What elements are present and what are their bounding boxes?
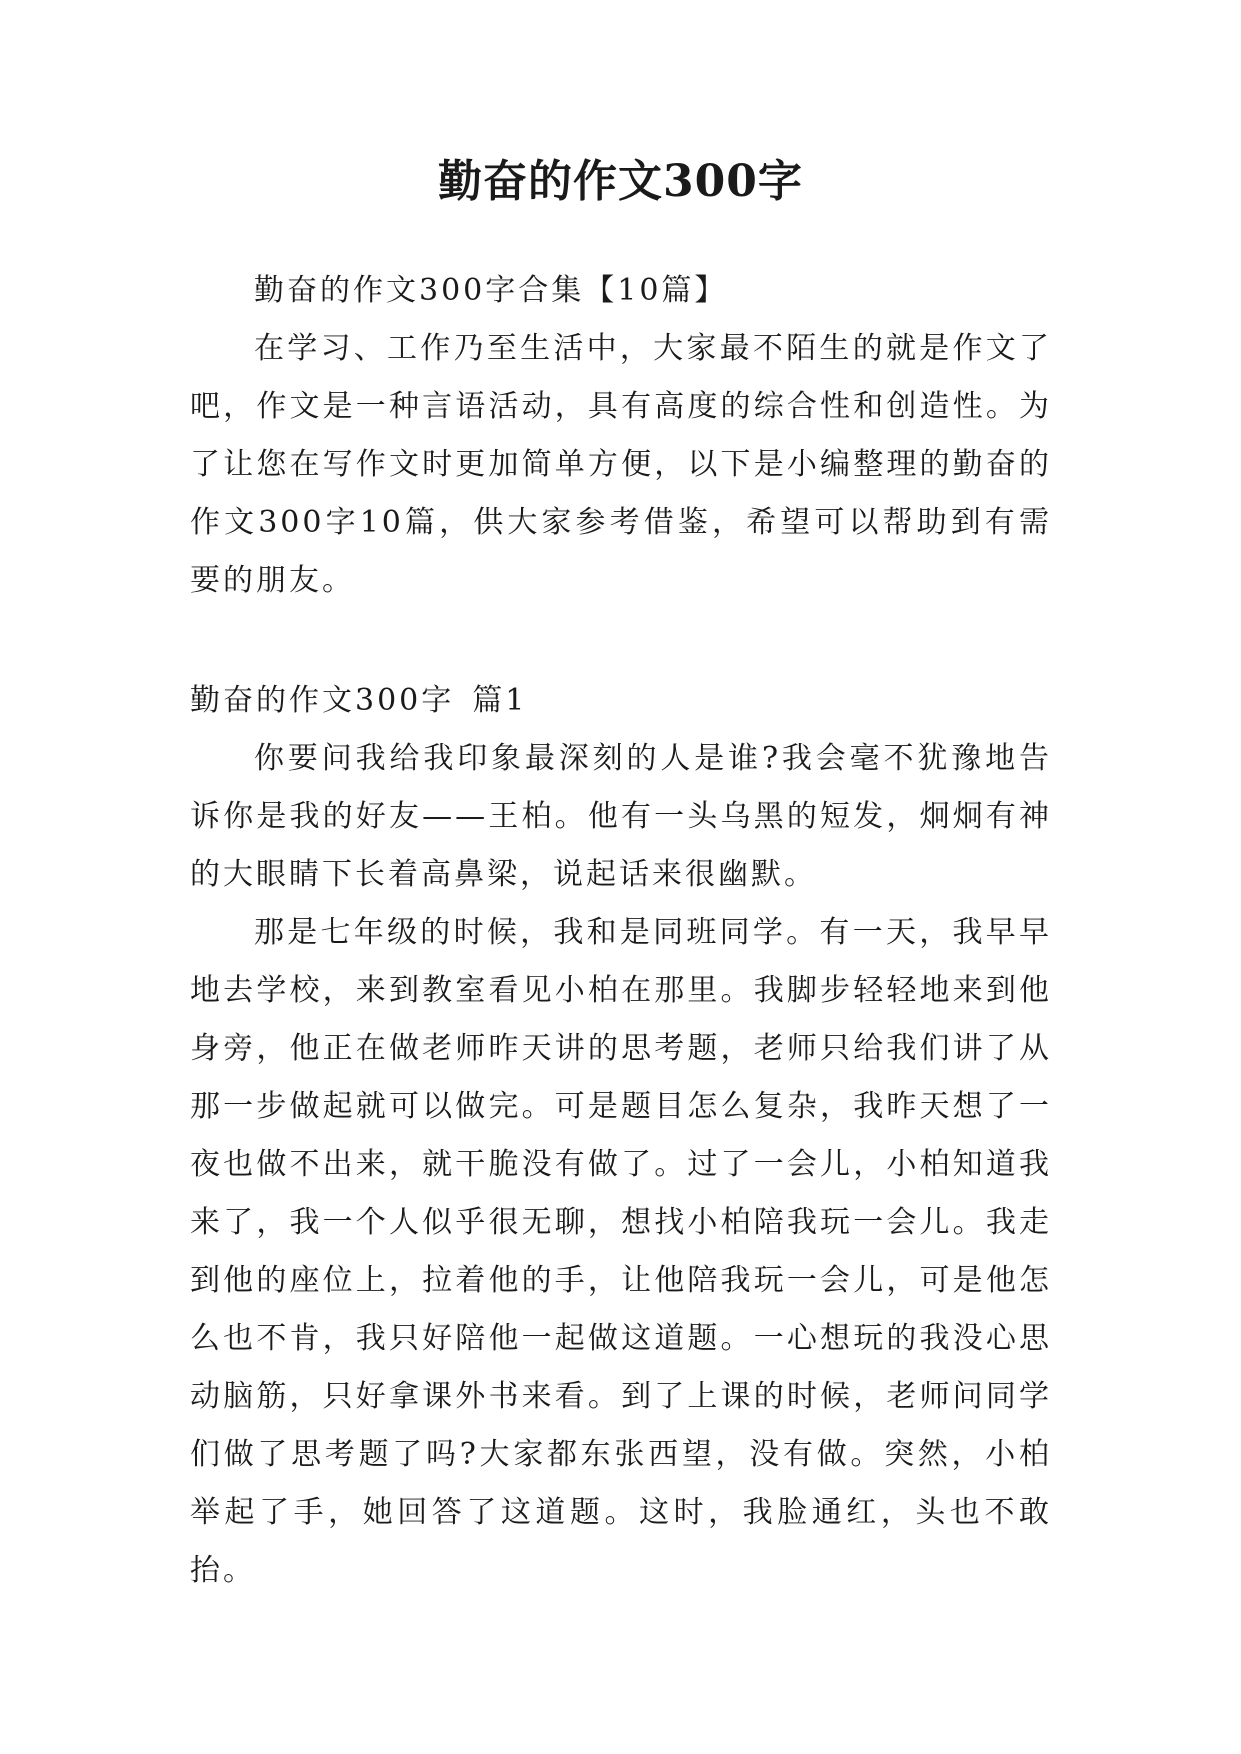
section-heading	[190, 672, 1052, 730]
section-heading-title: 勤奋的作文300字	[190, 683, 455, 718]
section-heading-part: 篇1	[472, 683, 528, 718]
document-title: 勤奋的作文300字	[438, 156, 803, 207]
collection-line: 勤奋的作文300字合集【10篇】	[254, 273, 728, 308]
intro-paragraph: 在学习、工作乃至生活中，大家最不陌生的就是作文了吧，作文是一种言语活动，具有高度的综合性和创造性。为了让您在写作文时更加简单方便，以下是小编整理的勤奋的作文300字10篇，供大家参考借鉴，希望可以帮助到有需要的朋友。	[190, 331, 1052, 598]
body-paragraph: 那是七年级的时候，我和是同班同学。有一天，我早早地去学校，来到教室看见小柏在那里。我脚步轻轻地来到他身旁，他正在做老师昨天讲的思考题，老师只给我们讲了从那一步做起就可以做完。可是题目怎么复杂，我昨天想了一夜也做不出来，就干脆没有做了。过了一会儿，小柏知道我来了，我一个人似乎很无聊，想找小柏陪我玩一会儿。我走到他的座位上，拉着他的手，让他陪我玩一会儿，可是他怎么也不肯，我只好陪他一起做这道题。一心想玩的我没心思动脑筋，只好拿课外书来看。到了上课的时候，老师问同学们做了思考题了吗?大家都东张西望，没有做。突然，小柏举起了手，她回答了这道题。这时，我脸通红，头也不敢抬。	[190, 915, 1052, 1588]
body-paragraph: 你要问我给我印象最深刻的人是谁?我会毫不犹豫地告诉你是我的好友——王柏。他有一头乌黑的短发，炯炯有神的大眼睛下长着高鼻梁，说起话来很幽默。	[190, 741, 1052, 892]
document-body	[190, 262, 1052, 1600]
